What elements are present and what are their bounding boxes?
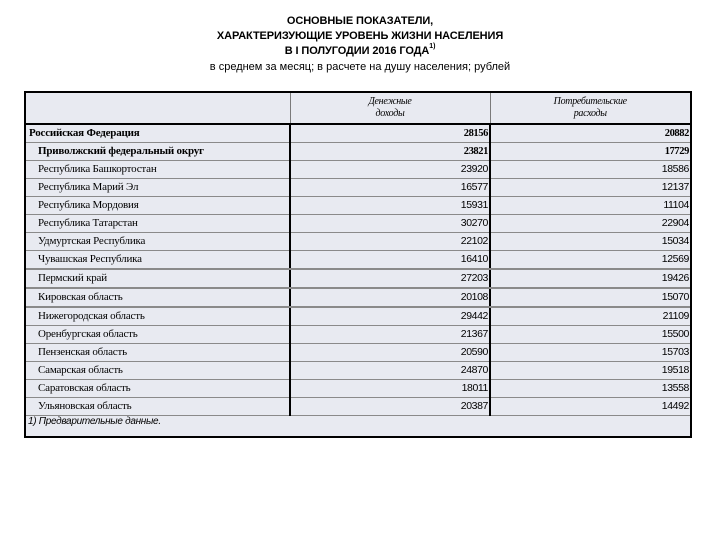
title-line-1: ОСНОВНЫЕ ПОКАЗАТЕЛИ, [286, 15, 434, 27]
income-cell: 23920 [290, 161, 490, 179]
table-row [26, 197, 690, 215]
footnote-row [26, 416, 690, 429]
column-header-income-line2: доходы [375, 108, 405, 119]
region-name-cell: Чувашская Республика [26, 251, 290, 270]
expenses-cell: 15034 [490, 233, 690, 251]
table-row [26, 233, 690, 251]
income-cell: 23821 [290, 143, 490, 161]
expenses-cell: 11104 [490, 197, 690, 215]
table-row [26, 326, 690, 344]
expenses-cell: 17729 [490, 143, 690, 161]
expenses-cell: 12569 [490, 251, 690, 270]
expenses-cell: 15500 [490, 326, 690, 344]
expenses-cell: 12137 [490, 179, 690, 197]
region-name-cell: Самарская область [26, 362, 290, 380]
footnote: 1) Предварительные данные. [28, 416, 161, 427]
table-row [26, 398, 690, 416]
region-name-cell: Кировская область [26, 288, 290, 307]
region-name-cell: Республика Мордовия [26, 197, 290, 215]
column-header-expenses [490, 93, 690, 124]
income-cell: 18011 [290, 380, 490, 398]
region-name-cell: Нижегородская область [26, 307, 290, 326]
income-cell: 24870 [290, 362, 490, 380]
region-name-cell: Российская Федерация [26, 124, 290, 143]
income-cell: 16410 [290, 251, 490, 270]
income-cell: 20387 [290, 398, 490, 416]
income-cell: 15931 [290, 197, 490, 215]
expenses-cell: 19426 [490, 269, 690, 288]
column-header-income [290, 93, 490, 124]
expenses-cell: 18586 [490, 161, 690, 179]
table-header-row [26, 93, 690, 124]
expenses-cell: 15703 [490, 344, 690, 362]
title-line-3 [0, 44, 720, 59]
expenses-cell: 13558 [490, 380, 690, 398]
table-row [26, 288, 690, 307]
table-row [26, 161, 690, 179]
table-body [26, 124, 690, 416]
table-row [26, 362, 690, 380]
table-row [26, 380, 690, 398]
income-cell: 20108 [290, 288, 490, 307]
expenses-cell: 22904 [490, 215, 690, 233]
title-line-3-text: В I ПОЛУГОДИИ 2016 ГОДА [284, 45, 430, 57]
region-name-cell: Пермский край [26, 269, 290, 288]
table-row [26, 307, 690, 326]
income-cell: 28156 [290, 124, 490, 143]
column-header-region [26, 93, 290, 124]
income-cell: 16577 [290, 179, 490, 197]
subtitle: в среднем за месяц; в расчете на душу населения; рублей [209, 61, 511, 73]
footnote-mark: 1) [429, 43, 436, 50]
income-cell: 20590 [290, 344, 490, 362]
income-cell: 27203 [290, 269, 490, 288]
indicators-table [26, 93, 690, 428]
income-cell: 21367 [290, 326, 490, 344]
column-header-expenses-line1: Потребительские [553, 96, 627, 107]
region-name-cell: Республика Башкортостан [26, 161, 290, 179]
income-cell: 29442 [290, 307, 490, 326]
table-row [26, 344, 690, 362]
region-name-cell: Пензенская область [26, 344, 290, 362]
document-header [0, 14, 720, 74]
table-row [26, 251, 690, 270]
table-row [26, 269, 690, 288]
region-name-cell: Саратовская область [26, 380, 290, 398]
expenses-cell: 19518 [490, 362, 690, 380]
region-name-cell: Ульяновская область [26, 398, 290, 416]
expenses-cell: 20882 [490, 124, 690, 143]
column-header-expenses-line2: расходы [573, 108, 607, 119]
table-row [26, 179, 690, 197]
region-name-cell: Удмуртская Республика [26, 233, 290, 251]
table-row [26, 143, 690, 161]
region-name-cell: Республика Марий Эл [26, 179, 290, 197]
column-header-income-line1: Денежные [368, 96, 412, 107]
expenses-cell: 15070 [490, 288, 690, 307]
indicators-table-container [24, 91, 692, 438]
expenses-cell: 21109 [490, 307, 690, 326]
title-line-2: ХАРАКТЕРИЗУЮЩИЕ УРОВЕНЬ ЖИЗНИ НАСЕЛЕНИЯ [216, 30, 504, 42]
table-row [26, 124, 690, 143]
region-name-cell: Оренбургская область [26, 326, 290, 344]
table-row [26, 215, 690, 233]
region-name-cell: Республика Татарстан [26, 215, 290, 233]
region-name-cell: Приволжский федеральный округ [26, 143, 290, 161]
expenses-cell: 14492 [490, 398, 690, 416]
income-cell: 30270 [290, 215, 490, 233]
income-cell: 22102 [290, 233, 490, 251]
